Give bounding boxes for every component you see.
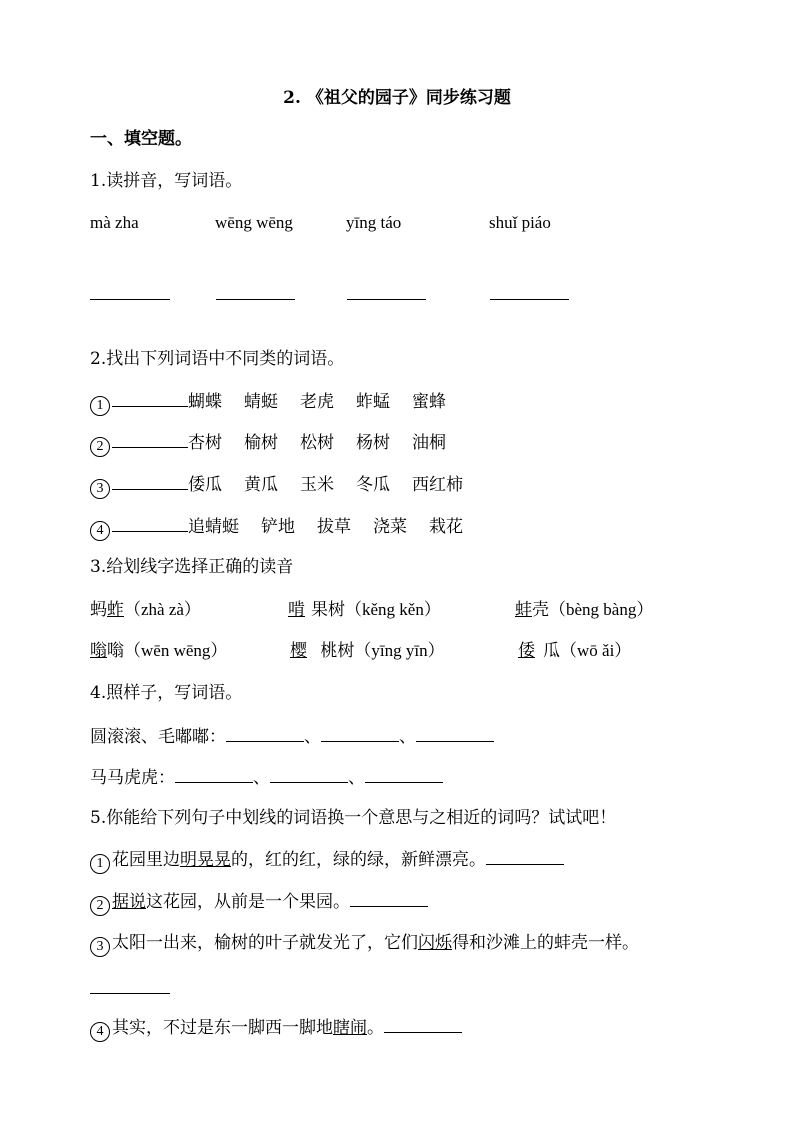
answer-blank[interactable] — [384, 1016, 462, 1033]
word: 冬瓜 — [356, 475, 390, 495]
underlined-word: 瞎闹 — [333, 1018, 367, 1038]
q1-prompt: 1.读拼音，写词语。 — [90, 171, 243, 191]
word: 栽花 — [429, 517, 463, 537]
circled-number: 1 — [90, 396, 110, 416]
word: 杨树 — [356, 433, 390, 453]
q4-prompt: 4.照样子，写词语。 — [90, 683, 243, 703]
word: 浇菜 — [373, 517, 407, 537]
answer-blank[interactable] — [112, 431, 188, 448]
text: 桃树 — [315, 641, 355, 661]
text: 太阳一出来，榆树的叶子就发光了，它们 — [112, 933, 418, 953]
separator: 、 — [304, 727, 321, 747]
text: 壳 — [532, 600, 549, 620]
q5-prompt: 5.你能给下列句子中划线的词语换一个意思与之相近的词吗？试试吧！ — [90, 808, 617, 828]
text: 得和沙滩上的蚌壳一样。 — [452, 933, 639, 953]
underlined-char: 樱 — [290, 641, 307, 661]
underlined-char: 倭 — [518, 641, 535, 661]
reading-item-2 — [288, 599, 441, 621]
text: 蚂 — [90, 600, 107, 620]
word: 榆树 — [244, 433, 278, 453]
answer-blank[interactable] — [365, 766, 443, 783]
pinyin-options: （zhà zà） — [124, 600, 201, 619]
circled-number: 1 — [90, 854, 110, 874]
pinyin-options: （wēn wēng） — [124, 641, 228, 660]
word: 铲地 — [261, 517, 295, 537]
example-words: 马马虎虎： — [90, 768, 175, 788]
word: 蚱蜢 — [356, 392, 390, 412]
word: 杏树 — [188, 433, 222, 453]
word: 玉米 — [300, 475, 334, 495]
q2-prompt: 2.找出下列词语中不同类的词语。 — [90, 349, 345, 369]
circled-number: 2 — [90, 437, 110, 457]
pinyin-options: （kěng kěn） — [345, 600, 441, 619]
answer-blank[interactable] — [321, 725, 399, 742]
reading-item-3 — [515, 599, 653, 621]
pinyin-options: （yīng yīn） — [354, 641, 445, 660]
q2-row-2 — [90, 431, 446, 457]
q5-sentence-1 — [90, 848, 564, 874]
example-words: 圆滚滚、毛嘟嘟： — [90, 727, 226, 747]
word: 追蜻蜓 — [188, 517, 239, 537]
circled-number: 3 — [90, 479, 110, 499]
q4-line-2 — [90, 766, 443, 789]
pinyin-2: wēng wēng — [215, 213, 293, 232]
answer-blank[interactable] — [216, 298, 295, 300]
separator: 、 — [348, 768, 365, 788]
answer-blank[interactable] — [112, 515, 188, 532]
answer-blank[interactable] — [90, 992, 170, 994]
word: 蜻蜓 — [244, 392, 278, 412]
answer-blank[interactable] — [90, 298, 170, 300]
word: 蜜蜂 — [412, 392, 446, 412]
answer-blank[interactable] — [486, 848, 564, 865]
pinyin-4: shuǐ piáo — [489, 213, 551, 232]
text: 的，红的红，绿的绿，新鲜漂亮。 — [231, 850, 486, 870]
answer-blank[interactable] — [490, 298, 569, 300]
separator: 、 — [399, 727, 416, 747]
q5-sentence-2 — [90, 890, 428, 916]
pinyin-options: （bèng bàng） — [549, 600, 654, 619]
q3-prompt: 3.给划线字选择正确的读音 — [90, 557, 294, 577]
answer-blank[interactable] — [416, 725, 494, 742]
circled-number: 4 — [90, 1022, 110, 1042]
text: 这花园，从前是一个果园。 — [146, 892, 350, 912]
text: 其实，不过是东一脚西一脚地 — [112, 1018, 333, 1038]
q5-sentence-4 — [90, 1016, 462, 1042]
pinyin-options: （wō ǎi） — [560, 641, 632, 660]
text: 瓜 — [543, 641, 560, 661]
reading-item-5 — [290, 640, 445, 662]
word: 蝴蝶 — [188, 392, 222, 412]
word: 松树 — [300, 433, 334, 453]
word: 倭瓜 — [188, 475, 222, 495]
answer-blank[interactable] — [347, 298, 426, 300]
page-title: 2. 《祖父的园子》同步练习题 — [283, 88, 511, 108]
answer-blank[interactable] — [270, 766, 348, 783]
circled-number: 2 — [90, 896, 110, 916]
underlined-word: 明晃晃 — [180, 850, 231, 870]
answer-blank[interactable] — [112, 390, 188, 407]
q2-row-4 — [90, 515, 463, 541]
answer-blank[interactable] — [112, 473, 188, 490]
underlined-word: 闪烁 — [418, 933, 452, 953]
circled-number: 3 — [90, 937, 110, 957]
section-heading: 一、填空题。 — [90, 129, 192, 149]
reading-item-4 — [90, 640, 227, 662]
text: 。 — [367, 1018, 384, 1038]
answer-blank[interactable] — [175, 766, 253, 783]
q2-row-1 — [90, 390, 446, 416]
word: 黄瓜 — [244, 475, 278, 495]
underlined-char: 嗡 — [90, 641, 107, 661]
text: 花园里边 — [112, 850, 180, 870]
underlined-char: 蚱 — [107, 600, 124, 620]
text: 果树 — [311, 600, 345, 620]
pinyin-1: mà zha — [90, 213, 139, 232]
underlined-word: 据说 — [112, 892, 146, 912]
underlined-char: 啃 — [288, 600, 305, 620]
word: 油桐 — [412, 433, 446, 453]
text: 嗡 — [107, 641, 124, 661]
q2-row-3 — [90, 473, 463, 499]
separator: 、 — [253, 768, 270, 788]
q5-sentence-3 — [90, 932, 639, 957]
reading-item-1 — [90, 599, 201, 621]
underlined-char: 蚌 — [515, 600, 532, 620]
pinyin-3: yīng táo — [346, 213, 402, 232]
answer-blank[interactable] — [350, 890, 428, 907]
q4-line-1 — [90, 725, 494, 748]
word: 老虎 — [300, 392, 334, 412]
answer-blank[interactable] — [226, 725, 304, 742]
circled-number: 4 — [90, 521, 110, 541]
word: 拔草 — [317, 517, 351, 537]
word: 西红柿 — [412, 475, 463, 495]
reading-item-6 — [518, 640, 631, 662]
